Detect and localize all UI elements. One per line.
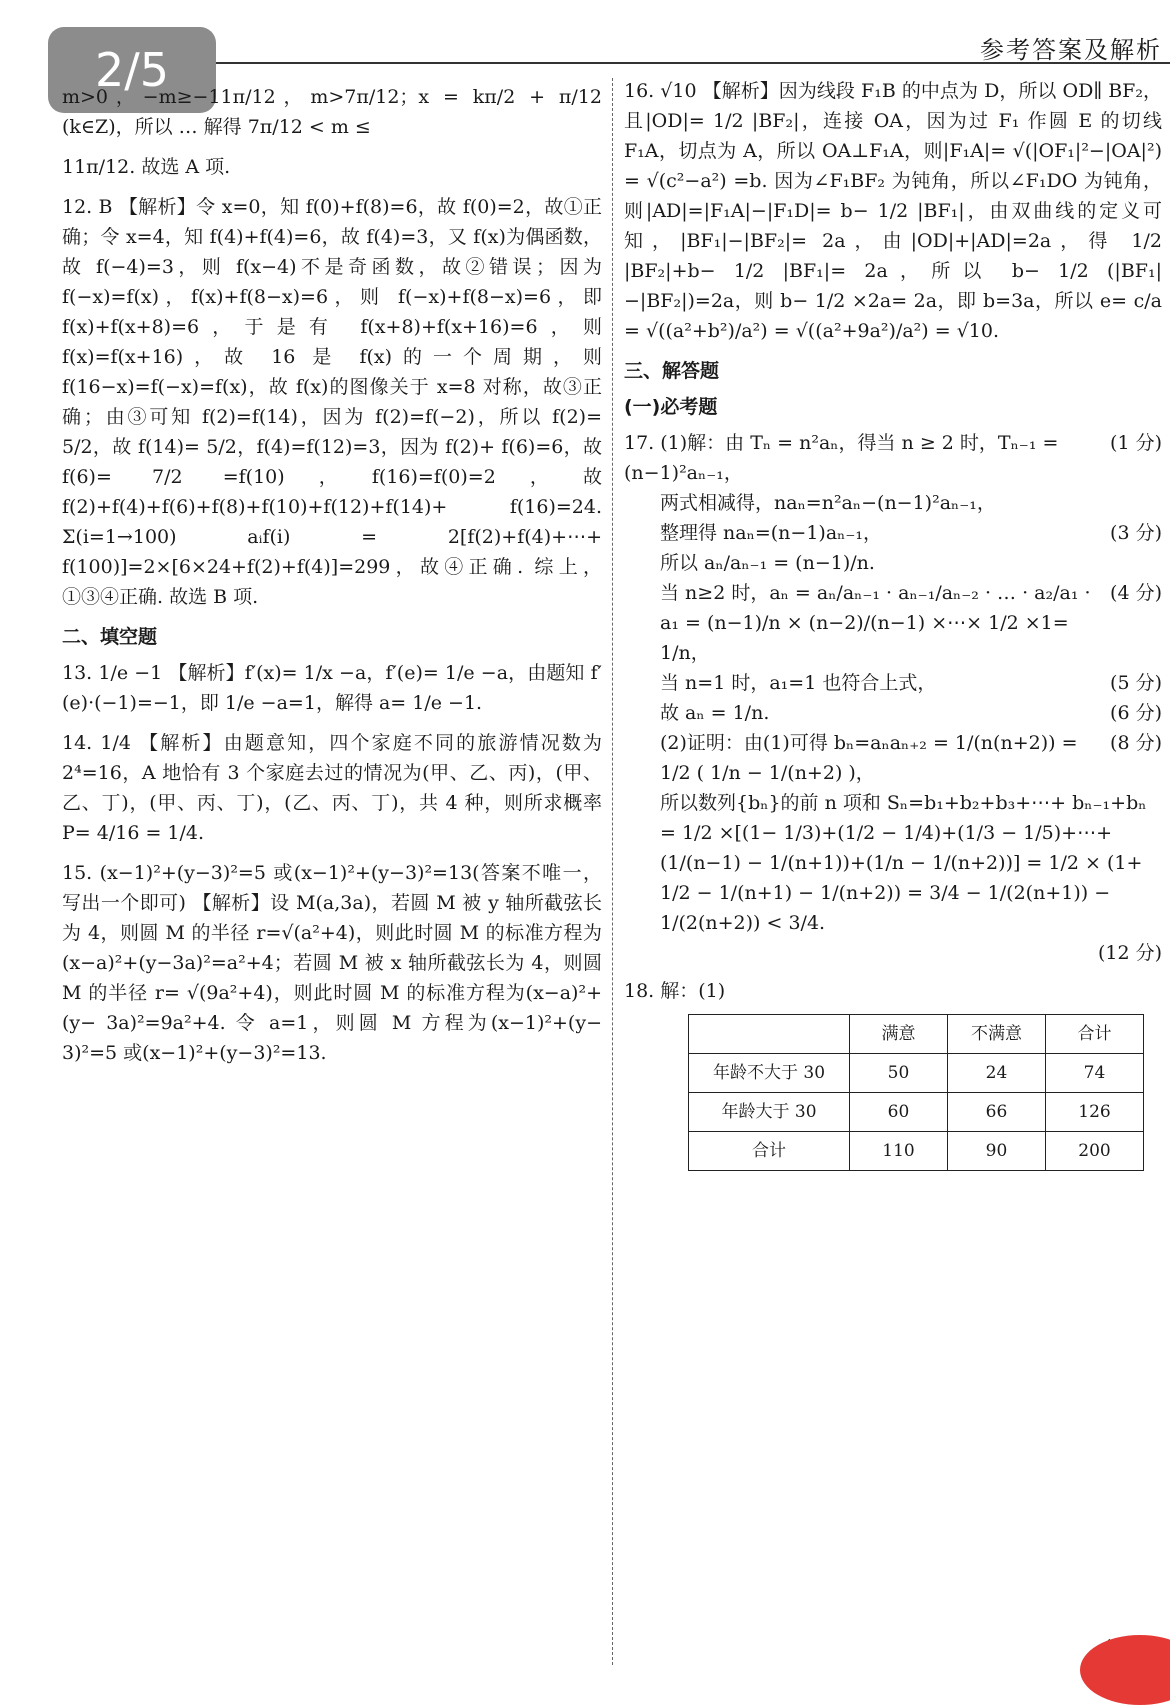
answer-11-cont: m>0，−m≥−11π/12，m>7π/12；x = kπ/2 + π/12 (k∈Z)，所以 … 解得 7π/12 < m ≤ [62,86,602,138]
page-indicator-badge: 2/5 [48,27,216,113]
column-divider [612,78,613,1665]
q17-line-6 [624,668,1162,698]
q17-text-8: (2)证明：由(1)可得 bₙ=aₙaₙ₊₂ = 1/(n(n+2)) = 1/2 ( 1/n − 1/(n+2) )， [660,732,1078,784]
satisfaction-table [688,1014,1144,1171]
section-fill-in: 二、填空题 [62,626,158,648]
q17-score-7: (6 分) [1110,702,1162,724]
table-header-cell: 合计 [1046,1015,1144,1054]
q17-text-3: 整理得 naₙ=(n−1)aₙ₋₁， [660,522,883,544]
q17-line-7 [624,698,1162,728]
table-cell: 90 [948,1132,1046,1171]
q17-text-4: 所以 aₙ/aₙ₋₁ = (n−1)/n. [660,552,875,574]
table-cell: 60 [850,1093,948,1132]
answer-13: 13. 1/e −1 【解析】f′(x)= 1/x −a，f′(e)= 1/e −a，由题知 f′(e)·(−1)=−1，即 1/e −a=1，解得 a= 1/e −1. [62,662,602,714]
q17-score-3: (3 分) [1110,522,1162,544]
table-cell: 年龄不大于 30 [689,1054,850,1093]
answer-15: 15. (x−1)²+(y−3)²=5 或(x−1)²+(y−3)²=13(答案不唯一，写出一个即可) 【解析】设 M(a,3a)，若圆 M 被 y 轴所截弦长为 4，则圆 M 的半径 r=√(a²+4)，则此时圆 M 的标准方程为(x−a)²+(y−3a)²=a²+4；若圆 M 被 x 轴所截弦长为 4，则圆 M 的半径 r= √(9a²+4)，则此时圆 M 的标准方程为(x−a)²+(y− 3a)²=9a²+4. 令 a=1，则圆 M 方程为(x−1)²+(y− 3)²=5 或(x−1)²+(y−3)²=13. [62,862,602,1064]
corner-decoration [1080,1635,1170,1705]
answer-11-end: 11π/12. 故选 A 项. [62,156,231,178]
q17-line-5 [624,578,1162,668]
table-cell: 50 [850,1054,948,1093]
table-cell: 200 [1046,1132,1144,1171]
left-column [62,76,602,1078]
table-cell: 合计 [689,1132,850,1171]
answer-12: 12. B 【解析】令 x=0，知 f(0)+f(8)=6，故 f(0)=2，故①正确；令 x=4，知 f(4)+f(4)=6，故 f(4)=3，又 f(x)为偶函数，故 f(−4)=3，则 f(x−4)不是奇函数，故②错误；因为 f(−x)=f(x)，f(x)+f(8−x)=6，则 f(−x)+f(8−x)=6，即 f(x)+f(x+8)=6，于是有 f(x+8)+f(x+16)=6，则 f(x)=f(x+16)，故 16 是 f(x)的一个周期，则 f(16−x)=f(−x)=f(x)，故 f(x)的图像关于 x=8 对称，故③正确；由③可知 f(2)=f(14)，因为 f(2)=f(−2)，所以 f(2)= 5/2，故 f(14)= 5/2，f(4)=f(12)=3，因为 f(2)+ f(6)=6，故 f(6)= 7/2 =f(10)，f(16)=f(0)=2，故 f(2)+f(4)+f(6)+f(8)+f(10)+f(12)+f(14)+ f(16)=24. Σ(i=1→100) aᵢf(i) = 2[f(2)+f(4)+⋯+ f(100)]=2×[6×24+f(2)+f(4)]=299，故④正确. 综上，①③④正确. 故选 B 项. [62,196,602,608]
answer-14: 14. 1/4 【解析】由题意知，四个家庭不同的旅游情况数为 2⁴=16，A 地恰有 3 个家庭去过的情况为(甲、乙、丙)，(甲、乙、丁)，(甲、丙、丁)，(乙、丙、丁)，共 4 种，则所求概率 P= 4/16 = 1/4. [62,732,602,844]
table-row [689,1054,1144,1093]
q17-score-9: (12 分) [1097,942,1162,964]
table-row [689,1132,1144,1171]
q17-line-3 [624,518,1162,548]
table-cell: 66 [948,1093,1046,1132]
q17-score-5: (4 分) [1110,582,1162,604]
q17-line-9-score [624,938,1162,968]
q17-line-8 [624,728,1162,788]
q17-line-1 [624,428,1162,488]
table-header-cell: 满意 [850,1015,948,1054]
table-header-cell [689,1015,850,1054]
table-header-cell: 不满意 [948,1015,1046,1054]
table-cell: 24 [948,1054,1046,1093]
q17-text-1: 17. (1)解：由 Tₙ = n²aₙ，得当 n ≥ 2 时，Tₙ₋₁ = (n−1)²aₙ₋₁， [624,432,1059,484]
q17-text-2: 两式相减得，naₙ=n²aₙ−(n−1)²aₙ₋₁， [660,492,996,514]
page-header-title: 参考答案及解析 [980,36,1162,64]
table-header-row [689,1015,1144,1054]
table-cell: 126 [1046,1093,1144,1132]
q17-text-6: 当 n=1 时，a₁=1 也符合上式， [660,672,937,694]
right-column [624,76,1162,1171]
q17-text-5: 当 n≥2 时，aₙ = aₙ/aₙ₋₁ · aₙ₋₁/aₙ₋₂ · … · a₂/a₁ · a₁ = (n−1)/n × (n−2)/(n−1) ×⋯× 1/2 ×1= 1/n， [660,582,1091,664]
q17-text-7: 故 aₙ = 1/n. [660,702,770,724]
q17-score-8: (8 分) [1110,732,1162,754]
table-cell: 年龄大于 30 [689,1093,850,1132]
table-cell: 74 [1046,1054,1144,1093]
q17-text-9: 所以数列{bₙ}的前 n 项和 Sₙ=b₁+b₂+b₃+⋯+ bₙ₋₁+bₙ = 1/2 ×[(1− 1/3)+(1/2 − 1/4)+(1/3 − 1/5)+⋯+(1/(n−1) − 1/(n+1))+(1/n − 1/(n+2))] = 1/2 × (1+ 1/2 − 1/(n+1) − 1/(n+2)) = 3/4 − 1/(2(n+1)) − 1/(2(n+2)) < 3/4. [660,792,1147,934]
q17-score-1: (1 分) [1110,432,1162,454]
section-solutions: 三、解答题 [624,360,720,382]
table-cell: 110 [850,1132,948,1171]
q17-score-6: (5 分) [1110,672,1162,694]
section-required: (一)必考题 [624,396,718,418]
answer-16: 16. √10 【解析】因为线段 F₁B 的中点为 D，所以 OD∥ BF₂，且|OD|= 1/2 |BF₂|，连接 OA，因为过 F₁ 作圆 E 的切线 F₁A，切点为 A，所以 OA⊥F₁A，则|F₁A|= √(|OF₁|²−|OA|²) = √(c²−a²) =b. 因为∠F₁BF₂ 为钝角，所以∠F₁DO 为钝角，则|AD|=|F₁A|−|F₁D|= b− 1/2 |BF₁|，由双曲线的定义可知，|BF₁|−|BF₂|= 2a，由|OD|+|AD|=2a，得 1/2 |BF₂|+b− 1/2 |BF₁|= 2a，所以 b− 1/2 (|BF₁|−|BF₂|)=2a，则 b− 1/2 ×2a= 2a，即 b=3a，所以 e= c/a = √((a²+b²)/a²) = √((a²+9a²)/a²) = √10. [624,80,1162,342]
q18-heading: 18. 解：(1) [624,980,726,1002]
table-row [689,1093,1144,1132]
